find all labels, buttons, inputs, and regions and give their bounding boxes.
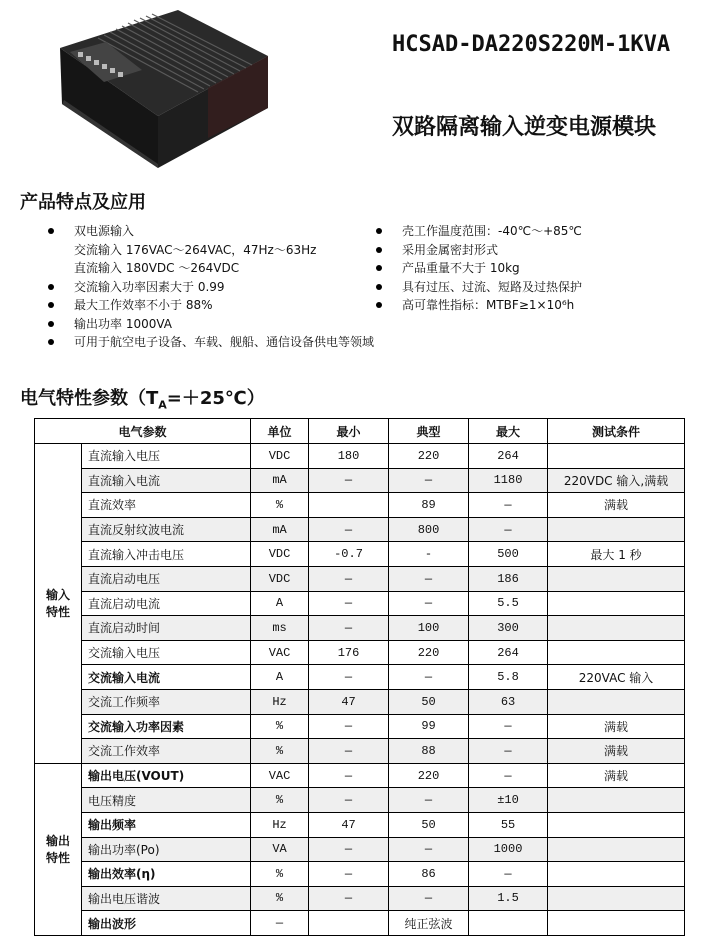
typ-cell: -	[389, 542, 469, 567]
electrical-heading-suffix: =＋25℃）	[166, 388, 265, 409]
max-cell: 5.8	[469, 665, 548, 690]
unit-cell: %	[251, 886, 309, 911]
table-row	[35, 444, 685, 469]
feature-text: 输出功率 1000VA	[74, 316, 173, 331]
param-cell: 电压精度	[82, 788, 251, 813]
max-cell: —	[469, 763, 548, 788]
typ-cell: 220	[389, 444, 469, 469]
table-row	[35, 468, 685, 493]
table-row	[35, 591, 685, 616]
feature-item	[48, 241, 374, 260]
min-cell: —	[309, 616, 389, 641]
features-heading: 产品特点及应用	[20, 192, 146, 213]
max-cell: —	[469, 714, 548, 739]
col-header: 单位	[251, 419, 309, 444]
typ-cell: —	[389, 837, 469, 862]
max-cell: 63	[469, 689, 548, 714]
min-cell: —	[309, 591, 389, 616]
condition-cell	[548, 788, 685, 813]
feature-text: 直流输入 180VDC ～264VDC	[74, 261, 240, 275]
min-cell: —	[309, 566, 389, 591]
condition-cell	[548, 812, 685, 837]
col-header: 测试条件	[548, 419, 685, 444]
condition-cell: 满载	[548, 493, 685, 518]
feature-text: 采用金属密封形式	[402, 242, 499, 257]
condition-cell: 220VDC 输入,满载	[548, 468, 685, 493]
electrical-heading	[20, 384, 265, 412]
electrical-heading-sub: A	[158, 398, 167, 412]
param-cell: 直流输入电压	[82, 444, 251, 469]
electrical-spec-table	[34, 418, 685, 936]
unit-cell: %	[251, 714, 309, 739]
typ-cell: —	[389, 665, 469, 690]
features-right-list	[376, 222, 582, 315]
feature-text: 交流输入 176VAC～264VAC，47Hz～63Hz	[74, 242, 317, 257]
feature-text: 具有过压、过流、短路及过热保护	[402, 279, 583, 294]
bullet-icon	[376, 284, 382, 290]
param-cell: 输出波形	[82, 911, 251, 936]
max-cell: 1180	[469, 468, 548, 493]
max-cell: 264	[469, 640, 548, 665]
min-cell: —	[309, 714, 389, 739]
unit-cell: A	[251, 665, 309, 690]
condition-cell: 满载	[548, 714, 685, 739]
feature-text: 交流输入功率因素大于 0.99	[74, 279, 225, 294]
feature-item	[48, 259, 374, 278]
bullet-icon	[376, 228, 382, 234]
col-header: 最小	[309, 419, 389, 444]
features-left-list	[48, 222, 374, 352]
min-cell: —	[309, 886, 389, 911]
feature-text: 产品重量不大于 10kg	[402, 261, 520, 275]
table-row	[35, 911, 685, 936]
feature-item	[48, 296, 374, 315]
table-row	[35, 788, 685, 813]
bullet-icon	[48, 284, 54, 290]
typ-cell: 800	[389, 517, 469, 542]
condition-cell	[548, 837, 685, 862]
param-cell: 直流反射纹波电流	[82, 517, 251, 542]
unit-cell: VDC	[251, 566, 309, 591]
condition-cell: 220VAC 输入	[548, 665, 685, 690]
max-cell: 300	[469, 616, 548, 641]
min-cell	[309, 911, 389, 936]
param-cell: 交流工作效率	[82, 739, 251, 764]
param-cell: 直流启动电压	[82, 566, 251, 591]
typ-cell: 50	[389, 689, 469, 714]
feature-item	[376, 278, 582, 297]
unit-cell: mA	[251, 517, 309, 542]
typ-cell: 89	[389, 493, 469, 518]
condition-cell	[548, 616, 685, 641]
condition-cell	[548, 591, 685, 616]
condition-cell: 满载	[548, 739, 685, 764]
feature-item	[48, 222, 374, 241]
min-cell: 176	[309, 640, 389, 665]
unit-cell: Hz	[251, 812, 309, 837]
feature-item	[48, 315, 374, 334]
max-cell: ±10	[469, 788, 548, 813]
condition-cell	[548, 517, 685, 542]
feature-item	[376, 296, 582, 315]
model-number: HCSAD-DA220S220M-1KVA	[392, 32, 671, 57]
typ-cell: —	[389, 788, 469, 813]
typ-cell: 50	[389, 812, 469, 837]
max-cell: —	[469, 517, 548, 542]
min-cell: —	[309, 739, 389, 764]
table-row	[35, 517, 685, 542]
table-row	[35, 837, 685, 862]
max-cell: 500	[469, 542, 548, 567]
min-cell: —	[309, 763, 389, 788]
electrical-heading-prefix: 电气特性参数（T	[20, 388, 159, 409]
unit-cell: %	[251, 788, 309, 813]
max-cell	[469, 911, 548, 936]
table-header-row	[35, 419, 685, 444]
typ-cell: 220	[389, 763, 469, 788]
min-cell: 47	[309, 689, 389, 714]
bullet-icon	[376, 247, 382, 253]
bullet-icon	[48, 339, 54, 345]
feature-text: 高可靠性指标：MTBF≥1×10⁶h	[402, 298, 575, 312]
unit-cell: —	[251, 911, 309, 936]
col-header: 电气参数	[35, 419, 251, 444]
min-cell: —	[309, 468, 389, 493]
table-row	[35, 542, 685, 567]
product-image	[58, 8, 270, 168]
max-cell: 1.5	[469, 886, 548, 911]
typ-cell: 100	[389, 616, 469, 641]
bullet-icon	[48, 228, 54, 234]
typ-cell: —	[389, 886, 469, 911]
min-cell: 180	[309, 444, 389, 469]
feature-item	[376, 241, 582, 260]
param-cell: 交流输入电压	[82, 640, 251, 665]
table-row	[35, 739, 685, 764]
table-row	[35, 665, 685, 690]
typ-cell: 纯正弦波	[389, 911, 469, 936]
table-row	[35, 763, 685, 788]
unit-cell: VAC	[251, 640, 309, 665]
min-cell: —	[309, 837, 389, 862]
param-cell: 输出电压谐波	[82, 886, 251, 911]
table-row	[35, 493, 685, 518]
condition-cell	[548, 689, 685, 714]
min-cell: 47	[309, 812, 389, 837]
feature-item	[376, 259, 582, 278]
param-cell: 输出功率(Po)	[82, 837, 251, 862]
unit-cell: A	[251, 591, 309, 616]
typ-cell: 86	[389, 862, 469, 887]
table-row	[35, 714, 685, 739]
feature-item	[48, 278, 374, 297]
min-cell: —	[309, 862, 389, 887]
max-cell: 55	[469, 812, 548, 837]
bullet-icon	[48, 321, 54, 327]
typ-cell: 220	[389, 640, 469, 665]
typ-cell: 88	[389, 739, 469, 764]
typ-cell: —	[389, 566, 469, 591]
unit-cell: %	[251, 739, 309, 764]
max-cell: —	[469, 493, 548, 518]
col-header: 最大	[469, 419, 548, 444]
bullet-icon	[376, 302, 382, 308]
condition-cell: 最大 1 秒	[548, 542, 685, 567]
condition-cell	[548, 911, 685, 936]
param-cell: 直流输入电流	[82, 468, 251, 493]
table-row	[35, 812, 685, 837]
param-cell: 输出频率	[82, 812, 251, 837]
feature-text: 双电源输入	[74, 224, 135, 238]
param-cell: 交流输入功率因素	[82, 714, 251, 739]
unit-cell: Hz	[251, 689, 309, 714]
param-cell: 直流启动时间	[82, 616, 251, 641]
feature-text: 壳工作温度范围：-40℃～+85℃	[402, 224, 582, 238]
min-cell: —	[309, 788, 389, 813]
col-header: 典型	[389, 419, 469, 444]
feature-item	[376, 222, 582, 241]
condition-cell	[548, 886, 685, 911]
max-cell: —	[469, 862, 548, 887]
group-label: 输入 特性	[35, 444, 82, 764]
bullet-icon	[48, 302, 54, 308]
unit-cell: VAC	[251, 763, 309, 788]
condition-cell	[548, 444, 685, 469]
typ-cell: —	[389, 468, 469, 493]
min-cell: -0.7	[309, 542, 389, 567]
table-row	[35, 862, 685, 887]
table-row	[35, 886, 685, 911]
table-row	[35, 689, 685, 714]
feature-text: 最大工作效率不小于 88%	[74, 298, 213, 312]
max-cell: 264	[469, 444, 548, 469]
max-cell: 186	[469, 566, 548, 591]
unit-cell: VDC	[251, 444, 309, 469]
condition-cell: 满载	[548, 763, 685, 788]
typ-cell: 99	[389, 714, 469, 739]
condition-cell	[548, 566, 685, 591]
param-cell: 交流工作频率	[82, 689, 251, 714]
min-cell: —	[309, 665, 389, 690]
param-cell: 直流启动电流	[82, 591, 251, 616]
bullet-icon	[376, 265, 382, 271]
param-cell: 交流输入电流	[82, 665, 251, 690]
max-cell: 5.5	[469, 591, 548, 616]
unit-cell: ms	[251, 616, 309, 641]
feature-item	[48, 333, 374, 352]
group-label: 输出 特性	[35, 763, 82, 935]
param-cell: 直流效率	[82, 493, 251, 518]
unit-cell: VDC	[251, 542, 309, 567]
param-cell: 输出电压(VOUT)	[82, 763, 251, 788]
unit-cell: mA	[251, 468, 309, 493]
unit-cell: %	[251, 862, 309, 887]
max-cell: 1000	[469, 837, 548, 862]
feature-text: 可用于航空电子设备、车载、舰船、通信设备供电等领域	[74, 335, 375, 349]
condition-cell	[548, 640, 685, 665]
min-cell	[309, 493, 389, 518]
param-cell: 直流输入冲击电压	[82, 542, 251, 567]
table-row	[35, 566, 685, 591]
unit-cell: %	[251, 493, 309, 518]
typ-cell: —	[389, 591, 469, 616]
param-cell: 输出效率(η)	[82, 862, 251, 887]
min-cell: —	[309, 517, 389, 542]
max-cell: —	[469, 739, 548, 764]
table-row	[35, 640, 685, 665]
table-row	[35, 616, 685, 641]
unit-cell: VA	[251, 837, 309, 862]
product-subtitle: 双路隔离输入逆变电源模块	[392, 115, 657, 140]
condition-cell	[548, 862, 685, 887]
